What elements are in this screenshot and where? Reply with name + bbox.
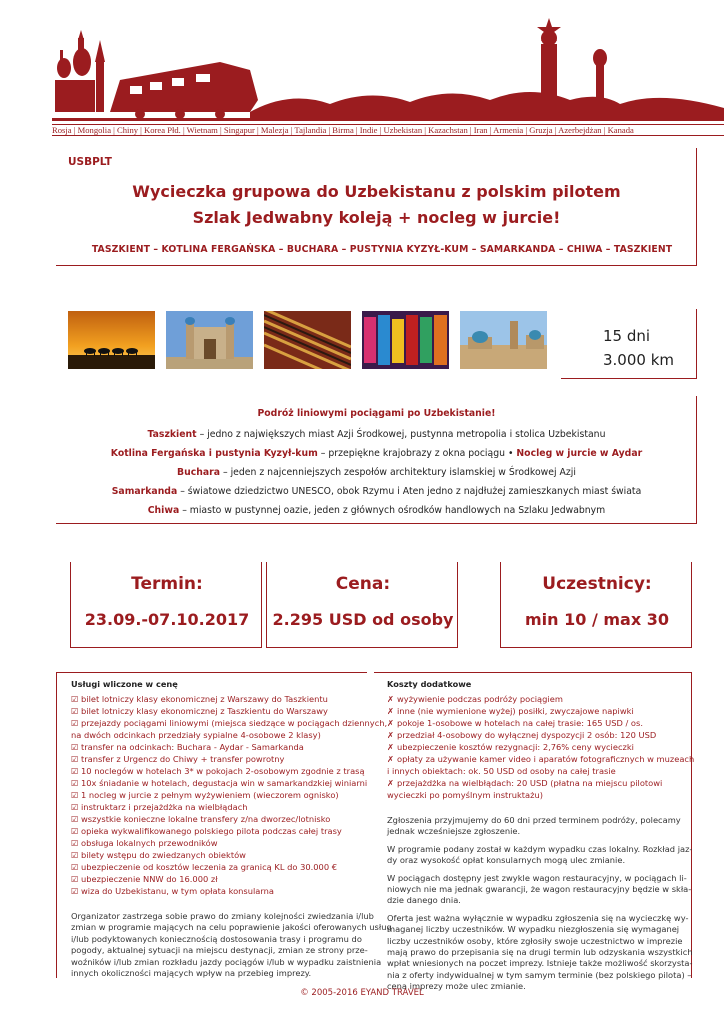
list-item-text: pokoje 1-osobowe w hotelach na całej trasie: 165 USD / os.: [397, 718, 643, 728]
list-item-text: inne (nie wymienione wyżej) posiłki, zwyczajowe napiwki: [397, 706, 634, 716]
organizer-note: [57, 911, 392, 979]
list-item-text: ubezpieczenie NNW do 16.000 zł: [81, 874, 218, 884]
checkbox-icon: ☑: [71, 886, 79, 896]
list-item-text: ubezpieczenie kosztów rezygnacji: 2,76% ceny wycieczki: [397, 742, 634, 752]
paragraph-line: Oferta jest ważna wyłącznie w wypadku zgłoszenia się na wycieczkę wy-: [387, 912, 689, 923]
checkbox-icon: ☑: [71, 754, 79, 764]
list-item: [387, 705, 691, 717]
trip-distance: 3.000 km: [603, 351, 675, 369]
list-item-text: obsługa lokalnych przewodników: [81, 838, 218, 848]
list-item-text: przejazdy pociągami liniowymi (miejsca siedzące w pociągach dziennych,: [81, 718, 388, 728]
price-value: 2.295 USD od osoby: [272, 610, 454, 629]
list-item: [387, 717, 691, 729]
checkbox-icon: ☑: [71, 706, 79, 716]
list-item: [71, 825, 367, 837]
highlight-item: Kotlina Fergańska i pustynia Kyzył-kum – przepiękne krajobrazy z okna pociągu • Nocleg w jurcie w Aydar: [110, 448, 643, 459]
price-box: [266, 562, 458, 648]
photo-carpet-pattern: [264, 311, 351, 369]
paragraph-line: Zgłoszenia przyjmujemy do 60 dni przed terminem podróży, polecamy: [387, 815, 681, 825]
list-item-text: i innych obiektach: ok. 50 USD od osoby na całej trasie: [387, 766, 616, 776]
highlight-item: Chiwa – miasto w pustynnej oazie, jeden z głównych ośrodków handlowych na Szlaku Jedwabnym: [147, 505, 606, 516]
paragraph-line: zmian w programie mających na celu poprawienie jakości oferowanych usług: [71, 922, 392, 933]
paragraph-line: liczby uczestników osoby, które zgłosiły swoje uczestnictwo w imprezie: [387, 935, 683, 946]
list-item: [71, 741, 367, 753]
list-item: [387, 789, 691, 801]
cross-icon: ✗: [387, 718, 394, 728]
list-item-text: 1 nocleg w jurcie z pełnym wyżywieniem (wieczorem ognisko): [81, 790, 339, 800]
paragraph-line: nia z oferty indywidualnej w tym samym terminie (bez polskiego pilota) –: [387, 969, 692, 980]
checkbox-icon: ☑: [71, 874, 79, 884]
cross-icon: ✗: [387, 694, 394, 704]
list-item: [71, 765, 367, 777]
participants-box: [500, 562, 692, 648]
list-item-text: bilet lotniczy klasy ekonomicznej z Warszawy do Taszkientu: [81, 694, 328, 704]
included-services-column: [56, 672, 392, 979]
list-item: [387, 765, 691, 777]
header-banner-illustration: [0, 0, 724, 124]
highlights-box: [56, 396, 697, 524]
list-item: [71, 777, 367, 789]
checkbox-icon: ☑: [71, 862, 79, 872]
termin-value: 23.09.-07.10.2017: [84, 610, 250, 629]
page-title: Wycieczka grupowa do Uzbekistanu z polskim pilotem: [132, 182, 621, 201]
price-label: Cena:: [335, 574, 391, 594]
list-item-text: ubezpieczenie od kosztów leczenia za granicą KL do 30.000 €: [81, 862, 338, 872]
termin-label: Termin:: [131, 574, 203, 594]
list-item-text: wyżywienie podczas podróży pociągiem: [397, 694, 563, 704]
paragraph-line: innych okoliczności mających wpływ na przebieg imprezy.: [71, 968, 312, 979]
cross-icon: ✗: [387, 778, 394, 788]
list-item: [387, 693, 691, 705]
paragraph-line: niowych nie ma jednak gwarancji, że wagon restauracyjny będzie w skła-: [387, 884, 692, 895]
list-item-text: na dwóch odcinkach przedziały sypialne 4-osobowe 2 klasy): [71, 730, 321, 740]
list-item: [71, 789, 367, 801]
checkbox-icon: ☑: [71, 838, 79, 848]
booking-note: [374, 815, 691, 838]
checkbox-icon: ☑: [71, 694, 79, 704]
trip-duration: 15 dni: [603, 327, 651, 345]
list-item: [71, 729, 367, 741]
paragraph-line: wpłat wniesionych na poczet imprezy. Istnieje także możliwość skorzysta-: [387, 958, 693, 969]
page-subtitle: Szlak Jedwabny koleją + nocleg w jurcie!: [192, 208, 561, 227]
list-item: [71, 753, 367, 765]
photo-camel-caravan-sunset: [68, 311, 155, 369]
checkbox-icon: ☑: [71, 718, 79, 728]
list-item: [387, 777, 691, 789]
paragraph-line: W programie podany został w każdym wypadku czas lokalny. Rozkład jaz-: [387, 843, 693, 854]
list-item: [71, 837, 367, 849]
checkbox-icon: ☑: [71, 802, 79, 812]
list-item: [387, 729, 691, 741]
list-item: [387, 741, 691, 753]
checkbox-icon: ☑: [71, 850, 79, 860]
offer-validity-note: [374, 913, 691, 993]
extra-costs-heading: Koszty dodatkowe: [387, 679, 472, 689]
photo-minarets-buchara: [166, 311, 253, 369]
checkbox-icon: ☑: [71, 766, 79, 776]
list-item-text: opieka wykwalifikowanego polskiego pilota podczas całej trasy: [81, 826, 342, 836]
included-list: [57, 693, 388, 897]
list-item-text: bilet lotniczy klasy ekonomicznej z Taszkientu do Warszawy: [81, 706, 328, 716]
paragraph-line: cena imprezy może ulec zmianie.: [387, 981, 526, 992]
highlight-item: Buchara – jeden z najcenniejszych zespołów architektury islamskiej w Środkowej Azji: [177, 467, 576, 478]
list-item: [71, 861, 367, 873]
list-item-text: wycieczki po pomyślnym instruktażu): [387, 790, 543, 800]
checkbox-icon: ☑: [71, 778, 79, 788]
list-item-text: wszystkie konieczne lokalne transfery z/na dworzec/lotnisko: [81, 814, 331, 824]
paragraph-line: dy oraz wysokość opłat konsularnych mogą ulec zmianie.: [387, 855, 626, 866]
cross-icon: ✗: [387, 730, 394, 740]
paragraph-line: i/lub podyktowanych koniecznością dostosowania trasy i programu do: [71, 933, 362, 944]
list-item: [71, 705, 367, 717]
list-item-text: transfer na odcinkach: Buchara - Aydar - Samarkanda: [81, 742, 304, 752]
list-item-text: przejażdżka na wielbłądach: 20 USD (płatna na miejscu pilotowi: [397, 778, 663, 788]
participants-value: min 10 / max 30: [525, 610, 669, 629]
paragraph-line: dzie danego dnia.: [387, 895, 461, 906]
list-item-text: opłaty za używanie kamer video i aparatów fotograficznych w muzeach: [397, 754, 695, 764]
title-box: [56, 148, 697, 266]
list-item: [387, 753, 695, 765]
list-item: [71, 693, 367, 705]
list-item: [71, 849, 367, 861]
termin-box: [70, 562, 262, 648]
paragraph-line: maganej liczby uczestników. W wypadku niezgłoszenia się wymaganej: [387, 924, 680, 935]
checkbox-icon: ☑: [71, 814, 79, 824]
paragraph-line: mają prawo do przepisania się na drugi termin lub odzyskania wszystkich: [387, 947, 693, 958]
list-item: [71, 813, 367, 825]
list-item-text: bilety wstępu do zwiedzanych obiektów: [81, 850, 246, 860]
highlight-item: Taszkient – jedno z największych miast Azji Środkowej, pustynna metropolia i stolica Uzbekistanu: [147, 429, 606, 440]
highlights-heading: Podróż liniowymi pociągami po Uzbekistanie!: [257, 408, 496, 419]
extra-costs-column: [374, 672, 695, 992]
restaurant-car-note: [374, 873, 691, 907]
paragraph-line: W pociągach dostępny jest zwykle wagon restauracyjny, w pociągach li-: [387, 872, 687, 883]
list-item: [71, 873, 367, 885]
list-item-text: 10 noclegów w hotelach 3* w pokojach 2-osobowym zgodnie z trasą: [81, 766, 365, 776]
list-item-text: instruktarz i przejażdżka na wielbłądach: [81, 802, 248, 812]
included-heading: Usługi wliczone w cenę: [71, 679, 178, 689]
cross-icon: ✗: [387, 706, 394, 716]
route-line: TASZKIENT – KOTLINA FERGAŃSKA – BUCHARA – PUSTYNIA KYZYŁ-KUM – SAMARKANDA – CHIWA – TASZKIENT: [91, 244, 673, 255]
paragraph-line: Organizator zastrzega sobie prawo do zmiany kolejności zwiedzania i/lub: [71, 911, 374, 921]
participants-label: Uczestnicy:: [542, 574, 652, 594]
photo-chiwa-panorama: [460, 311, 547, 369]
paragraph-line: pogody, aktualnej sytuacji na miejscu destynacji, zmian ze strony prze-: [71, 945, 368, 956]
list-item-text: 10x śniadanie w hotelach, degustacja win w samarkandzkiej winiarni: [81, 778, 368, 788]
photo-colorful-textiles: [362, 311, 449, 369]
list-item-text: przedział 4-osobowy do wyłącznej dyspozycji 2 osób: 120 USD: [397, 730, 657, 740]
list-item-text: transfer z Urgencz do Chiwy + transfer powrotny: [81, 754, 285, 764]
list-item: [71, 801, 367, 813]
paragraph-line: jednak wcześniejsze zgłoszenie.: [387, 826, 521, 837]
list-item-text: wiza do Uzbekistanu, w tym opłata konsularna: [81, 886, 274, 896]
paragraph-line: woźników i/lub zmian rozkładu jazdy pociągów i/lub w wypadku zaistnienia: [71, 956, 382, 967]
extra-costs-list: [374, 693, 695, 801]
local-time-note: [374, 844, 691, 867]
trip-stats-box: [561, 309, 697, 379]
brand-label: USBPLT: [68, 156, 112, 168]
cross-icon: ✗: [387, 742, 394, 752]
country-navigation-bar[interactable]: Rosja | Mongolia | Chiny | Korea Płd. | Wietnam | Singapur | Malezja | Tajlandia | Birma | Indie | Uzbekistan | Kazachstan | Iran | Armenia | Gruzja | Azerbejdżan | Kanada: [52, 124, 724, 136]
list-item: [71, 885, 367, 897]
list-item: [71, 717, 388, 729]
highlight-item: Samarkanda – światowe dziedzictwo UNESCO, obok Rzymu i Aten jedno z najdłużej zamieszkanych miast świata: [111, 486, 642, 497]
cross-icon: ✗: [387, 754, 394, 764]
checkbox-icon: ☑: [71, 790, 79, 800]
checkbox-icon: ☑: [71, 826, 79, 836]
checkbox-icon: ☑: [71, 742, 79, 752]
footer-copyright: © 2005-2016 EYAND TRAVEL: [300, 988, 424, 998]
